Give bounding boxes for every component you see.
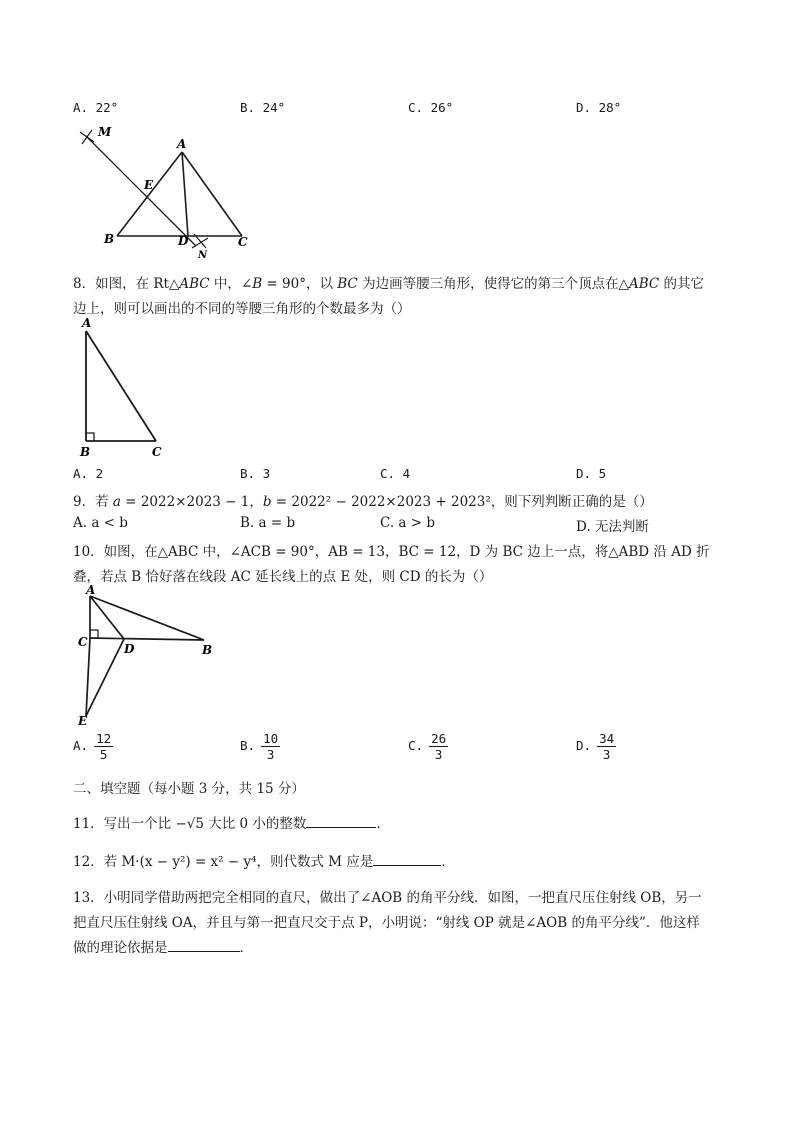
- q10-option-c: C. $\frac{26}{3}$: [408, 731, 447, 763]
- q7-perpendicular-bisector-mn: [86, 136, 196, 246]
- q8-side-ac: [86, 331, 156, 441]
- q9-stem: 9．若 a = 2022×2023 − 1，b = 2022² − 2022×2023 + 2023²，则下列判断正确的是（）: [73, 494, 653, 510]
- q10-label-e: E: [78, 714, 88, 728]
- q8-label-b: B: [80, 445, 91, 459]
- q12-stem: 12．若 M·(x − y²) = x² − y⁴，则代数式 M 应是 ．: [73, 854, 455, 870]
- q8-label-a: A: [82, 316, 92, 330]
- q7-option-b: B. 24°: [240, 100, 286, 115]
- q13-stem-line2: 把直尺压住射线 OA，并且与第一把直尺交于点 P，小明说：“射线 OP 就是∠AOB 的角平分线”．他这样: [73, 915, 700, 931]
- q10-figure: [72, 584, 222, 730]
- q7-option-c: C. 26°: [408, 100, 454, 115]
- q9-option-d: D. 无法判断: [576, 519, 649, 535]
- q8-option-b: B. 3: [240, 466, 271, 481]
- q10-segment-cb: [90, 638, 204, 640]
- q10-stem-line2: 叠，若点 B 恰好落在线段 AC 延长线上的点 E 处，则 CD 的长为（）: [73, 569, 493, 585]
- q7-side-ac: [182, 152, 242, 236]
- q7-side-ab: [117, 152, 182, 236]
- q10-option-b: B. $\frac{10}{3}$: [240, 731, 279, 763]
- q7-option-d: D. 28°: [576, 100, 622, 115]
- q10-label-d: D: [124, 642, 135, 656]
- q7-label-e: E: [144, 178, 154, 192]
- q13-stem-line3: 做的理论依据是 ．: [73, 940, 253, 956]
- q7-segment-ad: [182, 152, 188, 236]
- q12-answer-blank[interactable]: [373, 853, 441, 866]
- q10-right-angle-mark: [90, 630, 98, 638]
- q9-option-a: A. a < b: [73, 515, 128, 531]
- q7-label-b: B: [104, 232, 115, 246]
- q8-option-a: A. 2: [73, 466, 104, 481]
- q9-option-c: C. a > b: [380, 515, 436, 531]
- q7-label-a: A: [177, 137, 187, 151]
- q8-option-c: C. 4: [380, 466, 411, 481]
- q7-label-m: M: [98, 125, 112, 139]
- q7-figure: [70, 122, 260, 262]
- q10-label-a: A: [86, 584, 96, 597]
- q10-option-a: A. $\frac{12}{5}$: [73, 731, 112, 763]
- q7-arc-mark-n2: [192, 238, 208, 248]
- q13-stem-line1: 13．小明同学借助两把完全相同的直尺，做出了∠AOB 的角平分线．如图，一把直尺压住射线 OB，另一: [73, 890, 702, 906]
- q10-option-d: D. $\frac{34}{3}$: [576, 731, 615, 763]
- q7-option-a: A. 22°: [73, 100, 119, 115]
- q8-figure: [72, 316, 172, 462]
- section-title-fill-in: 二、填空题（每小题 3 分，共 15 分）: [73, 781, 305, 797]
- q13-answer-blank[interactable]: [168, 939, 240, 952]
- q7-arc-mark-m2: [82, 130, 92, 144]
- q11-stem: 11．写出一个比 −√5 大比 0 小的整数 ．: [73, 816, 390, 832]
- q7-label-n: N: [198, 250, 208, 261]
- q10-segment-ce: [86, 638, 90, 716]
- q8-option-d: D. 5: [576, 466, 607, 481]
- q11-answer-blank[interactable]: [306, 815, 376, 828]
- q10-label-b: B: [202, 643, 213, 657]
- q8-label-c: C: [152, 445, 162, 459]
- q7-label-c: C: [238, 235, 248, 249]
- q9-option-b: B. a = b: [240, 515, 296, 531]
- q10-label-c: C: [78, 635, 88, 649]
- q10-stem-line1: 10．如图，在△ABC 中，∠ACB = 90°，AB = 13，BC = 12，D 为 BC 边上一点，将△ABD 沿 AD 折: [73, 544, 710, 560]
- q8-right-angle-mark: [86, 433, 94, 441]
- q7-label-d: D: [178, 234, 189, 248]
- q10-segment-de: [86, 639, 124, 716]
- q8-stem-line2: 边上，则可以画出的不同的等腰三角形的个数最多为（）: [73, 301, 411, 317]
- q8-stem-line1: 8．如图，在 Rt△ABC 中，∠B = 90°，以 BC 为边画等腰三角形，使得它的第三个顶点在△ABC 的其它: [73, 276, 705, 292]
